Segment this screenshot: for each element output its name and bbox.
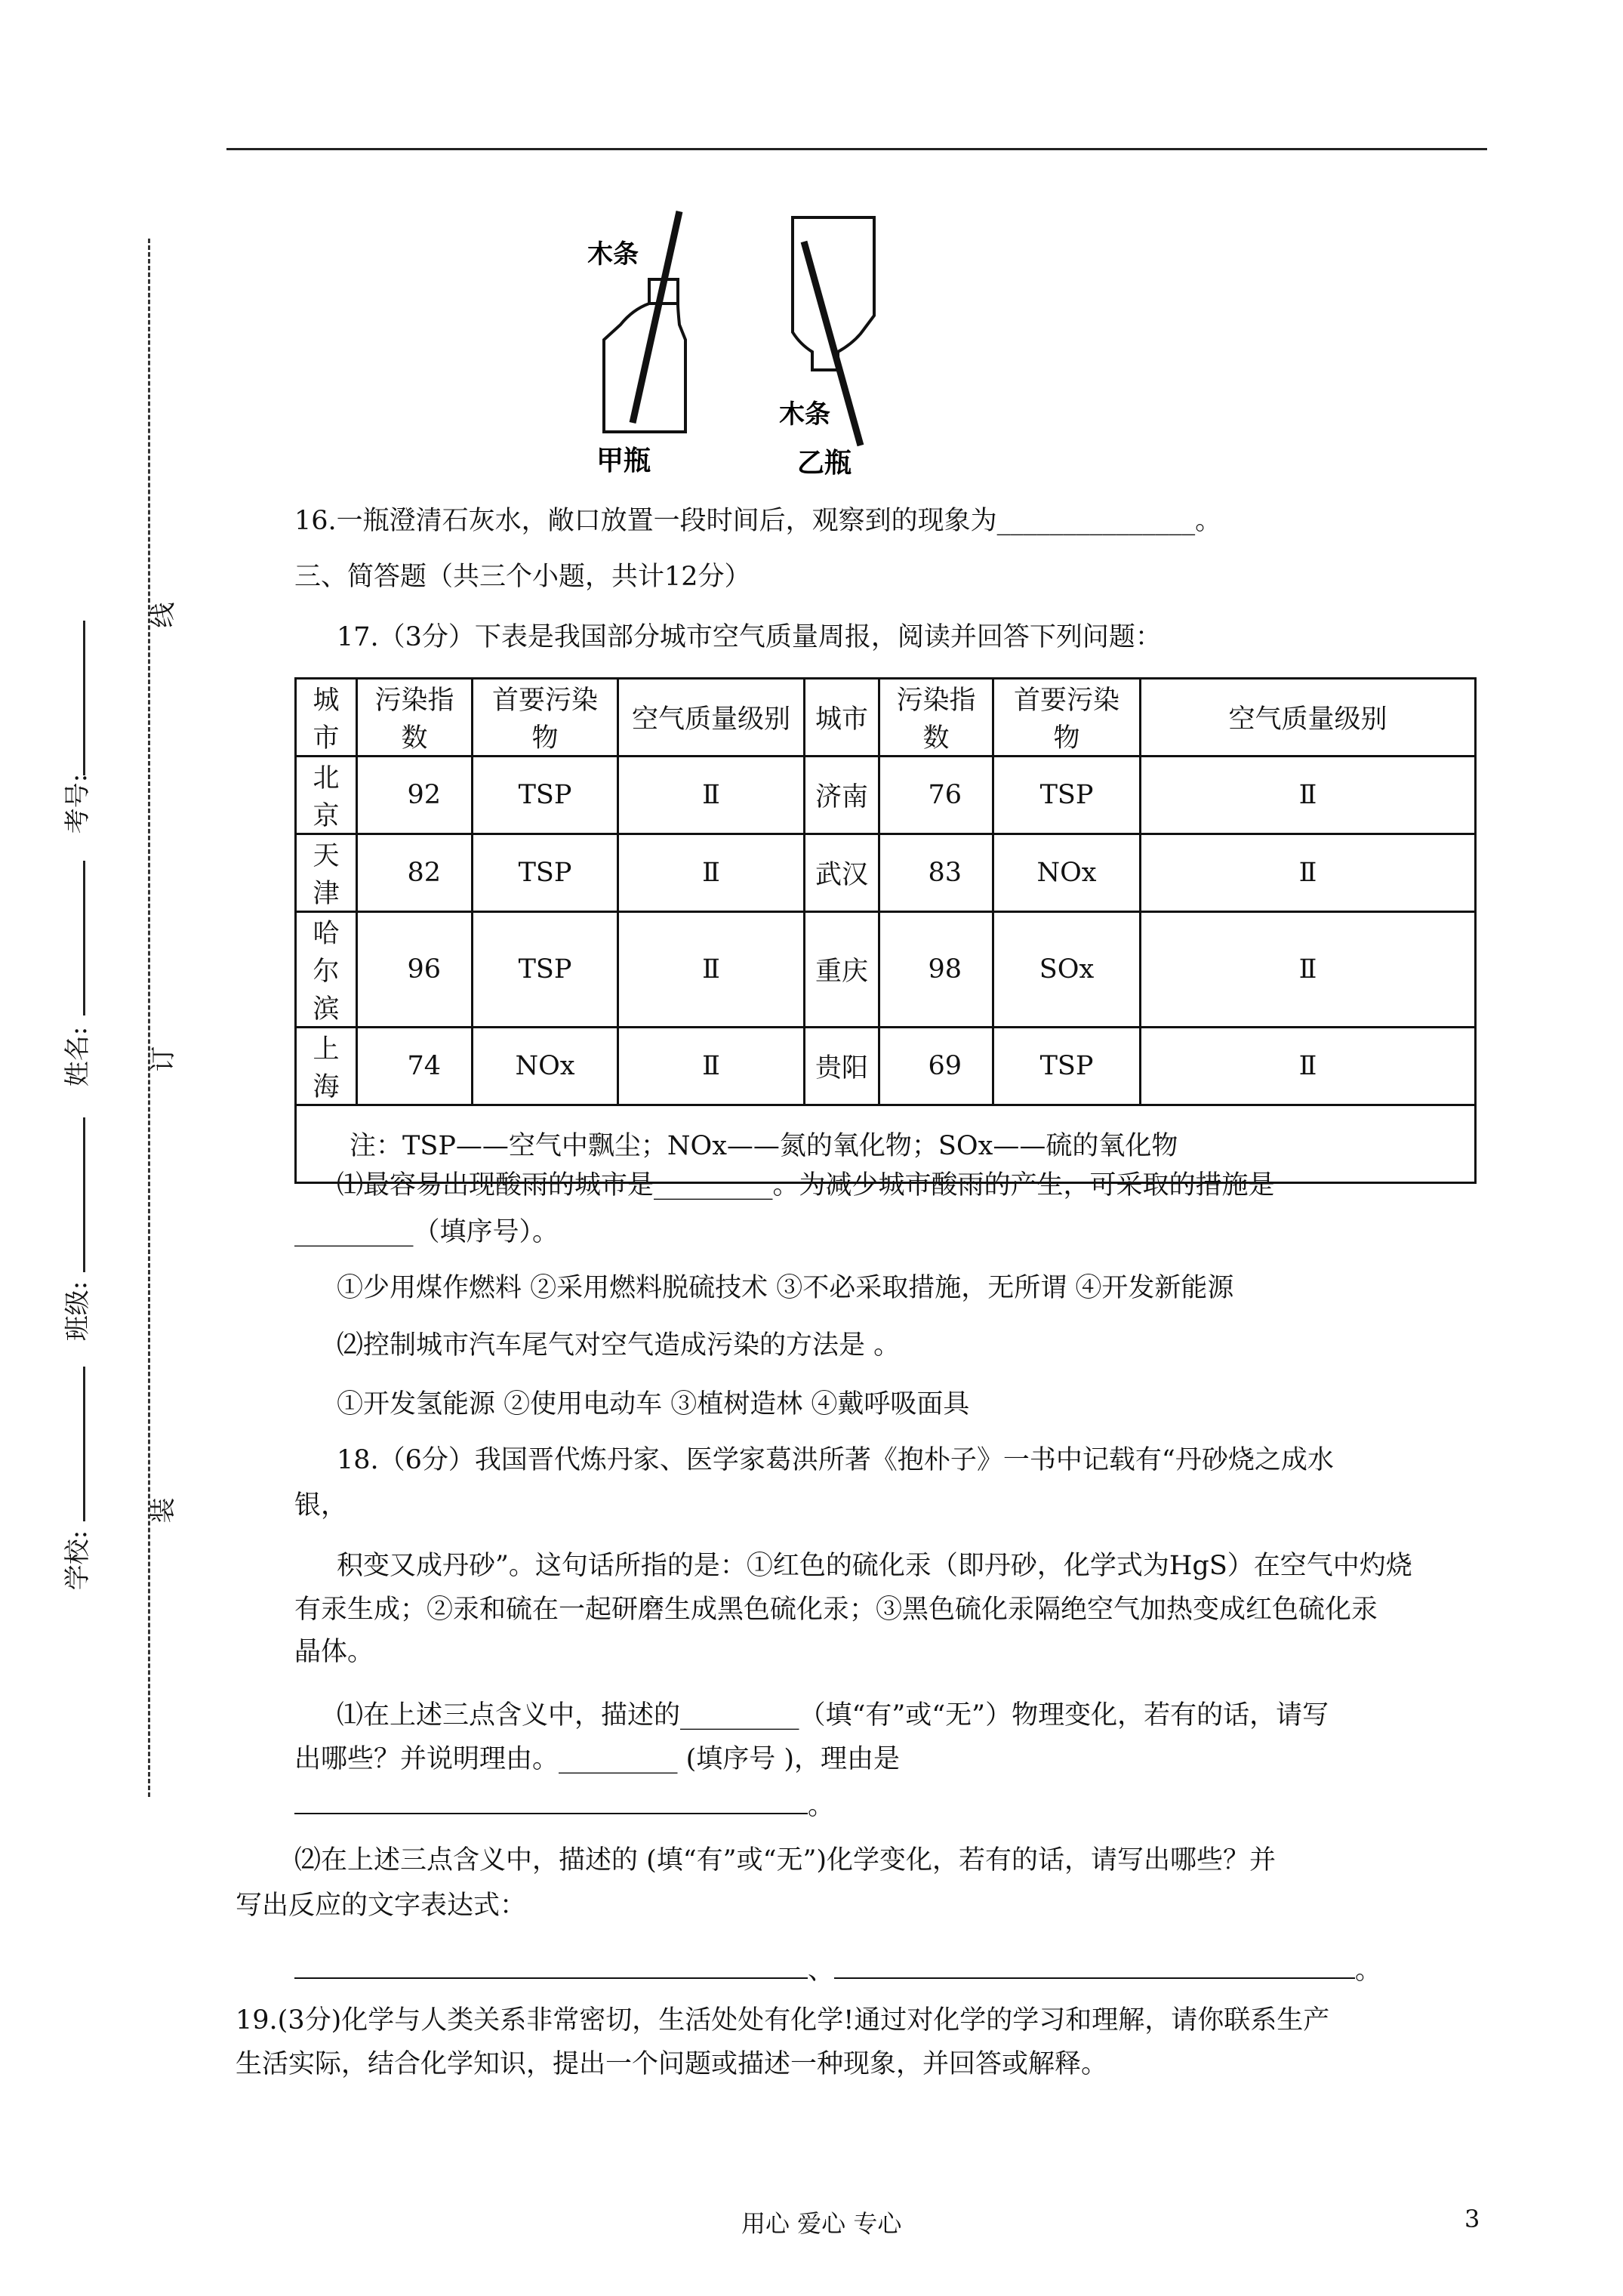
table-cell: 哈尔滨 — [296, 912, 357, 1028]
class-line — [83, 1117, 85, 1272]
table-cell: 96 — [357, 912, 473, 1028]
table-row — [296, 834, 1476, 912]
table-header-cell: 空气质量级别 — [1141, 679, 1476, 757]
table-cell: TSP — [473, 912, 618, 1028]
table-header-cell: 城市 — [805, 679, 879, 757]
exam-no-label: 考号: — [63, 773, 94, 834]
school-label: 学校: — [63, 1530, 94, 1591]
question-18-2-line1: ⑵在上述三点含义中，描述的 (填“有”或“无”)化学变化，若有的话，请写出哪些？并 — [294, 1845, 1277, 1875]
header-rule — [226, 148, 1487, 150]
question-17: 17.（3分）下表是我国部分城市空气质量周报，阅读并回答下列问题： — [337, 622, 1162, 652]
table-cell: 92 — [357, 757, 473, 834]
table-row — [296, 912, 1476, 1028]
table-row — [296, 1028, 1476, 1105]
table-cell: 74 — [357, 1028, 473, 1105]
table-header-cell: 空气质量级别 — [618, 679, 805, 757]
name-label: 姓名: — [63, 1026, 94, 1087]
table-header-cell: 污染指数 — [879, 679, 993, 757]
table-cell: Ⅱ — [1141, 912, 1476, 1028]
bottle-figure — [574, 204, 906, 483]
air-quality-table — [294, 677, 1477, 1184]
question-18-line5: 晶体。 — [294, 1637, 374, 1667]
table-row — [296, 757, 1476, 834]
table-cell: 重庆 — [805, 912, 879, 1028]
exam-no-line — [83, 621, 85, 775]
punctuation: 。 — [808, 1791, 835, 1821]
class-label: 班级: — [63, 1281, 94, 1342]
table-cell: 69 — [879, 1028, 993, 1105]
question-17-1-line1: ⑴最容易出现酸雨的城市是_________。为减少城市酸雨的产生，可采取的措施是 — [337, 1170, 1275, 1200]
name-line — [83, 861, 85, 1015]
school-line — [83, 1367, 85, 1521]
table-cell: SOx — [993, 912, 1141, 1028]
question-18-line3: 积变又成丹砂”。这句话所指的是：①红色的硫化汞（即丹砂，化学式为HgS）在空气中灼烧 — [337, 1551, 1412, 1581]
question-18-line4: 有汞生成；②汞和硫在一起研磨生成黑色硫化汞；③黑色硫化汞隔绝空气加热变成红色硫化汞 — [294, 1595, 1378, 1625]
stick-label-a: 木条 — [587, 239, 639, 270]
table-cell: 82 — [357, 834, 473, 912]
table-cell: 上海 — [296, 1028, 357, 1105]
table-cell: NOx — [993, 834, 1141, 912]
question-17-1-options: ①少用煤作燃料 ②采用燃料脱硫技术 ③不必采取措施，无所谓 ④开发新能源 — [337, 1273, 1234, 1303]
section-3-heading: 三、简答题（共三个小题，共计12分） — [294, 562, 751, 592]
table-cell: Ⅱ — [618, 1028, 805, 1105]
question-19-line2: 生活实际，结合化学知识，提出一个问题或描述一种现象，并回答或解释。 — [236, 2049, 1108, 2079]
table-cell: 武汉 — [805, 834, 879, 912]
table-cell: 北京 — [296, 757, 357, 834]
question-18-line1: 18.（6分）我国晋代炼丹家、医学家葛洪所著《抱朴子》一书中记载有“丹砂烧之成水 — [337, 1445, 1334, 1475]
stick-label-b: 木条 — [779, 399, 830, 430]
table-cell: Ⅱ — [1141, 834, 1476, 912]
table-cell: TSP — [993, 757, 1141, 834]
separator: 、 — [808, 1955, 835, 1986]
table-header-cell: 污染指数 — [357, 679, 473, 757]
stick-a — [633, 211, 679, 423]
question-18-1-line2: 出哪些？并说明理由。_________ (填序号 )，理由是 — [294, 1744, 901, 1774]
table-cell: Ⅱ — [618, 912, 805, 1028]
table-cell: NOx — [473, 1028, 618, 1105]
table-cell: Ⅱ — [1141, 1028, 1476, 1105]
table-header-cell: 城市 — [296, 679, 357, 757]
question-19-line1: 19.(3分)化学与人类关系非常密切，生活处处有化学!通过对化学的学习和理解，请你联系生产 — [236, 2005, 1330, 2036]
punctuation: 。 — [1355, 1955, 1382, 1986]
table-header-row — [296, 679, 1476, 757]
table-header-cell: 首要污染物 — [993, 679, 1141, 757]
table-cell: 天津 — [296, 834, 357, 912]
table-note: 注：TSP——空气中飘尘；NOx——氮的氧化物；SOx——硫的氧化物 — [296, 1105, 1476, 1183]
table-cell: 76 — [879, 757, 993, 834]
bottle-b-label: 乙瓶 — [797, 448, 852, 479]
page-number: 3 — [1464, 2205, 1480, 2233]
binding-char-bind: 装 — [148, 1497, 179, 1524]
table-cell: TSP — [473, 757, 618, 834]
footer-motto: 用心 爱心 专心 — [741, 2209, 902, 2238]
question-17-2-options: ①开发氢能源 ②使用电动车 ③植树造林 ④戴呼吸面具 — [337, 1389, 970, 1419]
table-cell: 济南 — [805, 757, 879, 834]
table-cell: Ⅱ — [1141, 757, 1476, 834]
table-cell: 83 — [879, 834, 993, 912]
table-cell: 98 — [879, 912, 993, 1028]
question-16: 16.一瓶澄清石灰水，敞口放置一段时间后，观察到的现象为_______________。 — [294, 506, 1222, 536]
question-17-2: ⑵控制城市汽车尾气对空气造成污染的方法是 。 — [337, 1330, 901, 1361]
answer-blank[interactable] — [294, 1790, 808, 1814]
answer-blank[interactable] — [294, 1955, 808, 1979]
table-cell: TSP — [993, 1028, 1141, 1105]
binding-dashed-line — [148, 239, 150, 1797]
table-cell: Ⅱ — [618, 757, 805, 834]
table-cell: TSP — [473, 834, 618, 912]
table-header-cell: 首要污染物 — [473, 679, 618, 757]
question-18-2-answer-line — [294, 1954, 1381, 1987]
binding-char-line: 线 — [148, 602, 179, 628]
question-18-line2: 银， — [294, 1490, 348, 1521]
question-18-2-line2: 写出反应的文字表达式： — [236, 1891, 527, 1921]
question-18-1-line3 — [294, 1789, 834, 1823]
question-18-1-line1: ⑴在上述三点含义中，描述的_________（填“有”或“无”）物理变化，若有的话，请写 — [337, 1700, 1329, 1730]
bottle-a-label: 甲瓶 — [596, 445, 651, 476]
answer-blank[interactable] — [834, 1955, 1355, 1979]
binding-char-staple: 订 — [148, 1046, 179, 1072]
table-cell: Ⅱ — [618, 834, 805, 912]
table-cell: 贵阳 — [805, 1028, 879, 1105]
question-17-1-line2: _________（填序号）。 — [294, 1217, 559, 1247]
